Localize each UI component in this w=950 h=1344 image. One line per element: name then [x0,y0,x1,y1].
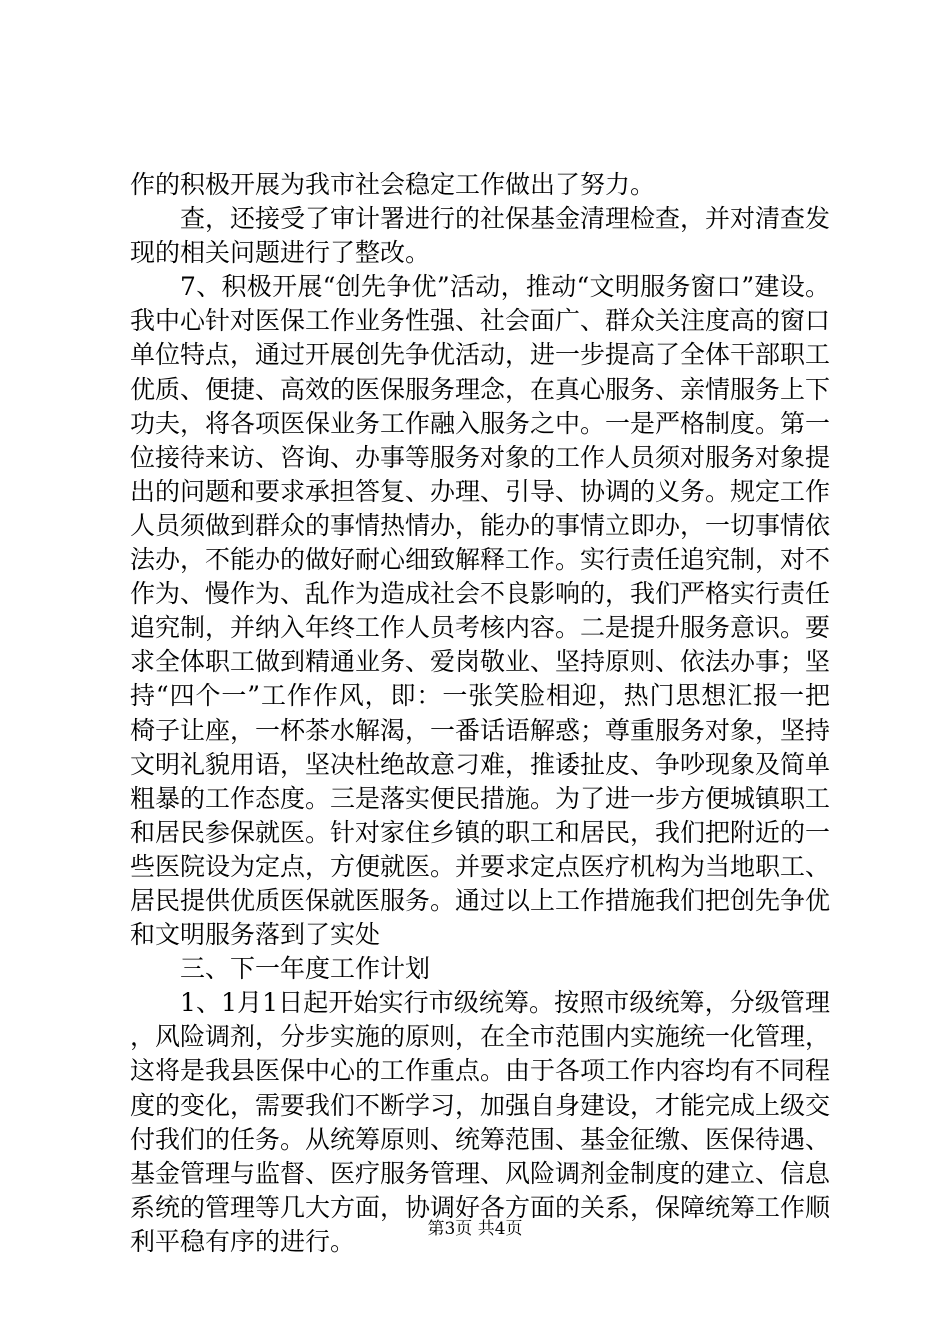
paragraph-2: 查，还接受了审计署进行的社保基金清理检查，并对清查发现的相关问题进行了整改。 [130,204,831,268]
document-body [130,168,830,1259]
page-footer [0,1218,950,1240]
paragraph-3: 7、积极开展“创先争优”活动，推动“文明服务窗口”建设。我中心针对医保工作业务性强、社会面广、群众关注度高的窗口单位特点，通过开展创先争优活动，进一步提高了全体干部职工优质、便捷、高效的医保服务理念，在真心服务、亲情服务上下功夫，将各项医保业务工作融入服务之中。一是严格制度。第一位接待来访、咨询、办事等服务对象的工作人员须对服务对象提出的问题和要求承担答复、办理、引导、协调的义务。规定工作人员须做到群众的事情热情办，能办的事情立即办，一切事情依法办，不能办的做好耐心细致解释工作。实行责任追究制，对不作为、慢作为、乱作为造成社会不良影响的，我们严格实行责任追究制，并纳入年终工作人员考核内容。二是提升服务意识。要求全体职工做到精通业务、爱岗敬业、坚持原则、依法办事；坚持“四个一”工作作风，即：一张笑脸相迎，热门思想汇报一把椅子让座，一杯茶水解渴，一番话语解惑；尊重服务对象，坚持文明礼貌用语，坚决杜绝故意刁难，推诿扯皮、争吵现象及简单粗暴的工作态度。三是落实便民措施。为了进一步方便城镇职工和居民参保就医。针对家住乡镇的职工和居民，我们把附近的一些医院设为定点，方便就医。并要求定点医疗机构为当地职工、居民提供优质医保就医服务。通过以上工作措施我们把创先争优和文明服务落到了实处 [130,272,831,950]
paragraph-1: 作的积极开展为我市社会稳定工作做出了努力。 [130,170,656,199]
section-heading: 三、下一年度工作计划 [180,954,431,984]
page-number-label: 第3页 共4页 [427,1219,523,1239]
paragraph-5: 1、1月1日起开始实行市级统筹。按照市级统筹，分级管理，风险调剂，分步实施的原则，在全市范围内实施统一化管理，这将是我县医保中心的工作重点。由于各项工作内容均有不同程度的变化，需要我们不断学习，加强自身建设，才能完成上级交付我们的任务。从统筹原则、统筹范围、基金征缴、医保待遇、基金管理与监督、医疗服务管理、风险调剂金制度的建立、信息系统的管理等几大方面，协调好各方面的关系，保障统筹工作顺利平稳有序的进行。 [130,988,831,1256]
